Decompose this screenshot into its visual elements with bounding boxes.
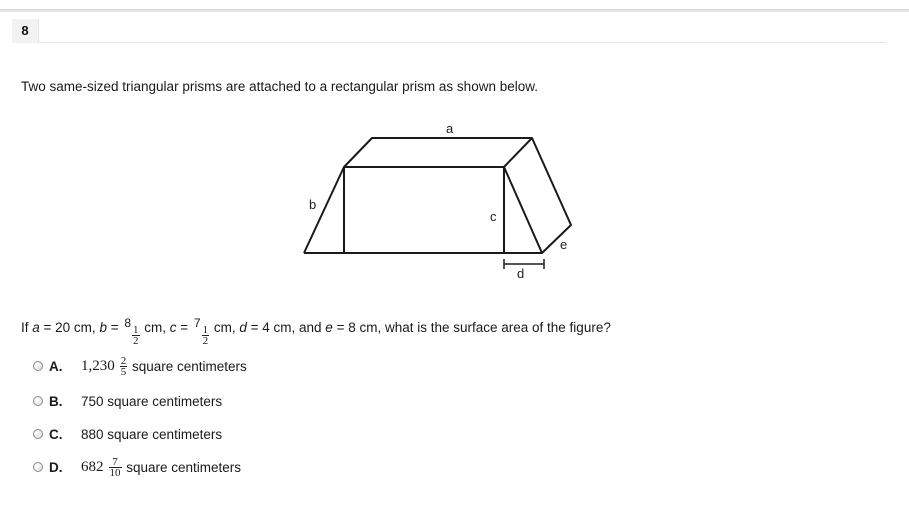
label-a: a: [446, 121, 454, 136]
figure-back-edge: [504, 138, 532, 167]
option-b[interactable]: [33, 390, 222, 412]
option-b-text: 750 square centimeters: [81, 393, 223, 409]
question-intro: Two same-sized triangular prisms are attached to a rectangular prism as shown below.: [21, 79, 538, 94]
top-divider: [0, 9, 909, 12]
radio-button-b[interactable]: [33, 396, 43, 406]
prism-figure: [296, 114, 586, 289]
option-d-whole: 682: [81, 458, 104, 475]
option-b-letter: B.: [49, 393, 63, 409]
option-a-text: square centimeters: [128, 358, 247, 374]
option-a[interactable]: [33, 355, 247, 377]
option-a-fraction: $\frac{2}{5}$: [120, 354, 127, 378]
option-d[interactable]: [33, 456, 241, 478]
label-e: e: [560, 237, 568, 252]
option-c-text: 880 square centimeters: [81, 426, 223, 442]
option-c[interactable]: [33, 423, 222, 445]
option-a-whole: 1,230: [81, 357, 115, 374]
question-number: 8: [12, 19, 39, 43]
label-d: d: [517, 266, 525, 281]
c-fraction: $\frac{1}{2}$: [202, 324, 209, 347]
c-whole: 7: [193, 316, 201, 330]
option-d-fraction: $\frac{7}{10}$: [109, 455, 121, 479]
option-c-letter: C.: [49, 426, 63, 442]
question-prompt: If a = 20 cm, b = 8 $\frac{1}{2}$ cm, c = 7 $\frac{1}{2}$ cm, d = 4 cm, and e = 8 cm, what is the surface area of the figure?: [21, 316, 611, 347]
b-fraction: $\frac{1}{2}$: [133, 324, 139, 347]
radio-button-d[interactable]: [33, 462, 43, 472]
label-b: b: [309, 197, 317, 212]
header-divider: [38, 42, 886, 43]
radio-button-a[interactable]: [33, 361, 43, 371]
option-d-letter: D.: [49, 459, 63, 475]
option-a-letter: A.: [49, 358, 63, 374]
label-c: c: [490, 209, 497, 224]
b-whole: 8: [124, 316, 132, 330]
radio-button-c[interactable]: [33, 429, 43, 439]
figure-right-slant: [504, 167, 542, 253]
option-d-text: square centimeters: [122, 459, 242, 475]
